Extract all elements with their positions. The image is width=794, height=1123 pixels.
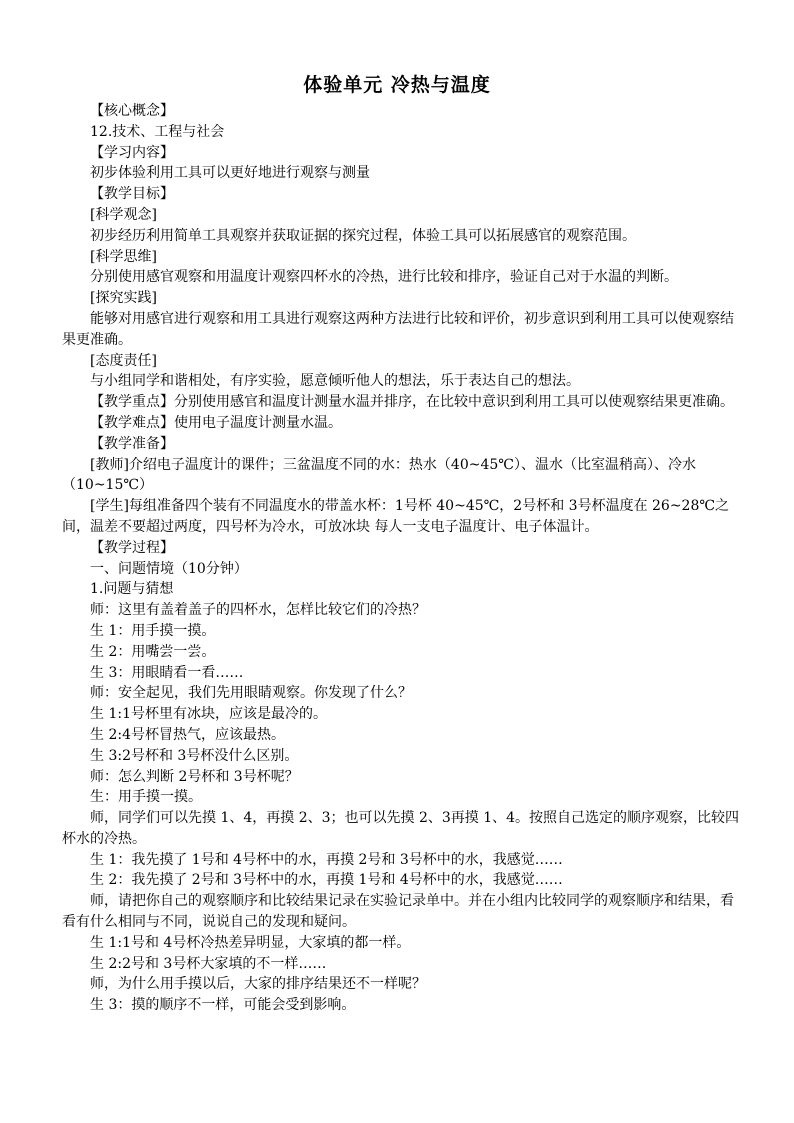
- dialogue-line: 生 3:2号杯和 3号杯没什么区别。: [90, 747, 299, 764]
- document-body: [62, 101, 742, 1016]
- section-heading: 【核心概念】: [90, 103, 174, 119]
- dialogue-line: 生 2:4号杯冒热气，应该最热。: [90, 726, 285, 743]
- subsection-heading: [态度责任]: [90, 352, 157, 369]
- dialogue-line: 师，请把你自己的观察顺序和比较结果记录在实验记录单中。并在小组内比较同学的观察顺序和结果，看看有什么相同与不同，说说自己的发现和疑问。: [62, 893, 734, 931]
- dialogue-line: 师，同学们可以先摸 1、4，再摸 2、3；也可以先摸 2、3再摸 1、4。按照自己选定的顺序观察，比较四杯水的冷热。: [62, 810, 740, 847]
- paragraph: 一、问题情境（10分钟）: [90, 560, 248, 577]
- dialogue-line: 生 1:1号和 4号杯冷热差异明显，大家填的都一样。: [90, 934, 411, 951]
- dialogue-line: 师：安全起见，我们先用眼睛观察。你发现了什么？: [90, 685, 412, 702]
- paragraph: 1.问题与猜想: [90, 581, 174, 598]
- paragraph: 与小组同学和谐相处，有序实验，愿意倾听他人的想法，乐于表达自己的想法。: [90, 373, 580, 390]
- dialogue-line: 生 1：用手摸一摸。: [90, 622, 216, 639]
- subsection-heading: [科学思维]: [90, 248, 157, 265]
- paragraph: 分别使用感官观察和用温度计观察四杯水的冷热，进行比较和排序，验证自己对于水温的判断。: [90, 269, 678, 286]
- paragraph: 初步经历利用简单工具观察并获取证据的探究过程，体验工具可以拓展感官的观察范围。: [90, 227, 636, 244]
- paragraph: [学生]每组准备四个装有不同温度水的带盖水杯：1号杯 40~45℃，2号杯和 3号杯温度在 26~28℃之间，温差不要超过两度，四号杯为冷水，可放冰块 每人一支电子温度计、电子体温计。: [62, 498, 730, 535]
- section-heading: 【学习内容】: [90, 144, 174, 161]
- section-heading: 【教学过程】: [90, 539, 174, 556]
- dialogue-line: 生 2:2号和 3号杯大家填的不一样……: [90, 955, 327, 972]
- section-heading: 【教学准备】: [90, 435, 174, 452]
- dialogue-line: 生 2：用嘴尝一尝。: [90, 643, 216, 660]
- dialogue-line: 师：怎么判断 2号杯和 3号杯呢？: [90, 768, 299, 785]
- section-heading: 【教学目标】: [90, 186, 174, 203]
- document-title: 体验单元 冷热与温度: [303, 74, 491, 96]
- dialogue-line: 生 2：我先摸了 2号和 3号杯中的水，再摸 1号和 4号杯中的水，我感觉……: [90, 872, 563, 889]
- paragraph: 【教学重点】分别使用感官和温度计测量水温并排序，在比较中意识到利用工具可以使观察结果更准确。: [90, 394, 734, 411]
- dialogue-line: 师：这里有盖着盖子的四杯水，怎样比较它们的冷热？: [90, 602, 426, 619]
- dialogue-line: 师，为什么用手摸以后，大家的排序结果还不一样呢？: [90, 976, 426, 993]
- paragraph: 能够对用感官进行观察和用工具进行观察这两种方法进行比较和评价，初步意识到利用工具可以使观察结果更准确。: [62, 310, 734, 348]
- paragraph: [教师]介绍电子温度计的课件；三盆温度不同的水：热水（40~45℃）、温水（比室温稍高）、冷水（10~15℃）: [62, 456, 696, 494]
- dialogue-line: 生：用手摸一摸。: [90, 789, 202, 806]
- dialogue-line: 生 3：摸的顺序不一样，可能会受到影响。: [90, 997, 356, 1014]
- subsection-heading: [科学观念]: [90, 206, 157, 223]
- paragraph: 【教学难点】使用电子温度计测量水温。: [90, 414, 342, 431]
- subsection-heading: [探究实践]: [90, 290, 157, 307]
- dialogue-line: 生 1：我先摸了 1号和 4号杯中的水，再摸 2号和 3号杯中的水，我感觉……: [90, 851, 563, 868]
- paragraph: 初步体验利用工具可以更好地进行观察与测量: [90, 165, 370, 182]
- dialogue-line: 生 1:1号杯里有冰块，应该是最冷的。: [90, 706, 327, 723]
- dialogue-line: 生 3：用眼睛看一看……: [90, 664, 244, 681]
- paragraph: 12.技术、工程与社会: [90, 123, 225, 140]
